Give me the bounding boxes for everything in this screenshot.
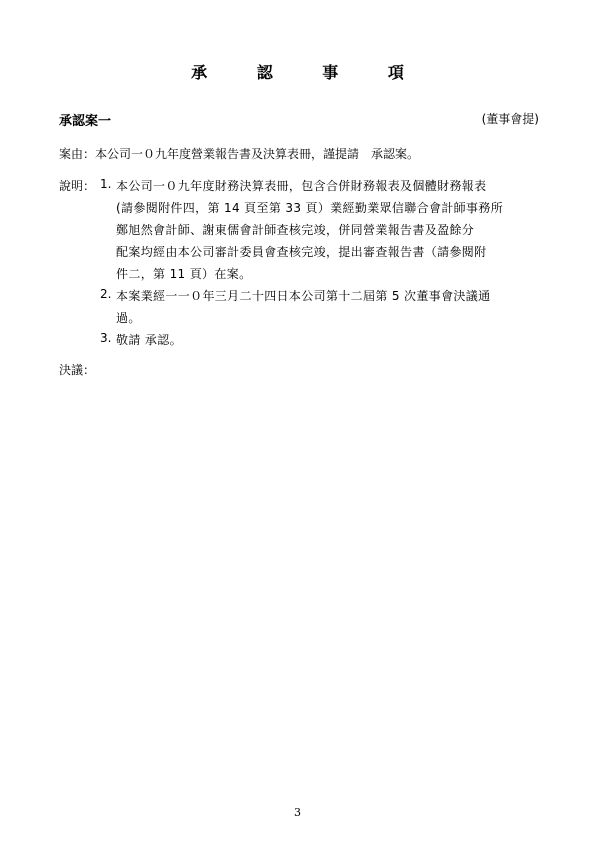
agenda-reason: 案由：本公司一０九年度營業報告書及決算表冊，謹提請 承認案。 (59, 147, 420, 161)
explanation-line: 本案業經一一０年三月二十四日本公司第十二屆第 5 次董事會決議通 (116, 289, 491, 303)
explanation-item-number: 1. (100, 177, 112, 191)
explanation-line: 鄭旭然會計師、謝東儒會計師查核完竣，併同營業報告書及盈餘分 (116, 223, 475, 237)
explanation-line: 過。 (116, 311, 141, 325)
resolution-label: 決議： (59, 363, 96, 377)
agenda-item-title: 承認案一 (59, 114, 112, 129)
agenda-item-header (59, 110, 539, 128)
page-title: 承 認 事 項 (191, 63, 426, 82)
explanation-line: (請參閱附件四，第 14 頁至第 33 頁）業經勤業眾信聯合會計師事務所 (116, 201, 504, 215)
agenda-item-proposer: (董事會提) (481, 112, 539, 126)
explanation-label: 說明： (59, 179, 96, 193)
explanation-item-number: 3. (100, 331, 112, 345)
explanation-line: 件二，第 11 頁）在案。 (116, 267, 252, 281)
page-number: 3 (294, 806, 301, 819)
explanation-line: 敬請 承認。 (116, 333, 182, 347)
explanation-line: 配案均經由本公司審計委員會查核完竣，提出審查報告書（請參閱附 (116, 245, 487, 259)
explanation-line: 本公司一０九年度財務決算表冊，包含合併財務報表及個體財務報表 (116, 179, 487, 193)
explanation-item-number: 2. (100, 287, 112, 301)
